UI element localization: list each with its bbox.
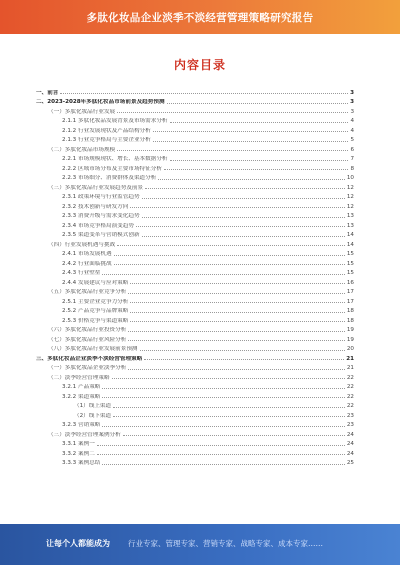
toc-entry-page: 5 [350, 137, 354, 143]
toc-entry-page: 12 [346, 203, 354, 210]
toc-entry[interactable] [36, 200, 354, 210]
footer-roles: 行业专家、管理专家、营销专家、战略专家、成本专家…… [128, 539, 323, 548]
toc-entry[interactable] [36, 96, 354, 106]
toc-entry-page: 14 [346, 241, 354, 248]
toc-entry-page: 22 [346, 403, 354, 409]
toc-leader-dots [117, 245, 345, 246]
toc-entry-title: （七）多肽化妆品行业风险分析 [48, 336, 127, 343]
toc-entry[interactable] [36, 229, 354, 239]
toc-entry[interactable] [36, 381, 354, 391]
toc-entry[interactable] [36, 333, 354, 343]
toc-entry-page: 13 [346, 213, 354, 219]
toc-leader-dots [164, 169, 349, 170]
toc-entry-title: （三）多肽化妆品行业发展趋势及前景 [48, 184, 144, 191]
toc-entry-title: 二、2023-2028年多肽化妆品市场前景及趋势预测 [36, 99, 165, 105]
toc-entry-page: 21 [346, 355, 354, 362]
toc-entry[interactable] [36, 191, 354, 201]
toc-leader-dots [128, 369, 345, 370]
toc-entry-title: 2.3.4 市场竞争格局演变趋势 [62, 222, 134, 229]
toc-leader-dots [102, 426, 344, 427]
toc-entry-page: 8 [350, 165, 354, 172]
toc-leader-dots [113, 407, 345, 408]
toc-entry-title: 3.2.1 产品策略 [62, 384, 101, 390]
toc-leader-dots [130, 302, 345, 303]
toc-entry-title: 2.2.1 市场规模现状、增长、基本数据分析 [62, 156, 168, 162]
toc-leader-dots [102, 397, 344, 398]
toc-entry[interactable] [36, 134, 354, 144]
toc-entry[interactable] [36, 314, 354, 324]
toc-entry[interactable] [36, 371, 354, 381]
toc-entry[interactable] [36, 115, 354, 125]
toc-leader-dots [113, 416, 345, 417]
toc-entry-page: 15 [346, 260, 354, 267]
toc-entry-page: 23 [346, 412, 354, 419]
toc-entry-title: 一、前言 [36, 89, 59, 96]
toc-entry-title: 2.3.2 技术创新与研发方向 [62, 203, 129, 210]
toc-entry-title: （一）多肽化妆品企业淡季分析 [48, 365, 127, 371]
toc-leader-dots [128, 331, 345, 332]
toc-entry-title: 2.3.1 政策环境与行业监管趋势 [62, 194, 140, 200]
toc-leader-dots [142, 198, 345, 199]
toc-entry[interactable] [36, 352, 354, 362]
toc-entry-title: 2.3.3 消费升级与需求变化趋势 [62, 213, 140, 219]
toc-leader-dots [145, 188, 345, 189]
toc-entry-title: 3.2.3 营销策略 [62, 422, 101, 428]
toc-leader-dots [128, 293, 345, 294]
toc-entry[interactable] [36, 105, 354, 115]
toc-leader-dots [130, 283, 345, 284]
toc-entry[interactable] [36, 447, 354, 457]
toc-entry-page: 12 [346, 184, 354, 191]
toc-entry[interactable] [36, 362, 354, 372]
toc-leader-dots [102, 388, 344, 389]
toc-entry[interactable] [36, 305, 354, 315]
toc-entry[interactable] [36, 343, 354, 353]
toc-entry-page: 14 [346, 232, 354, 238]
toc-entry-page: 17 [346, 298, 354, 305]
toc-leader-dots [142, 217, 345, 218]
toc-entry[interactable] [36, 181, 354, 191]
toc-leader-dots [102, 274, 344, 275]
toc-leader-dots [158, 179, 345, 180]
toc-entry[interactable] [36, 400, 354, 410]
toc-entry-page: 25 [346, 460, 354, 466]
toc-leader-dots [112, 378, 345, 379]
toc-entry-title: 2.4.2 行业面临挑战 [62, 260, 112, 267]
toc-entry[interactable] [36, 324, 354, 334]
toc-entry-page: 18 [346, 317, 354, 324]
toc-entry-title: 2.2.3 市场细分、消费群体及渠道分析 [62, 175, 157, 181]
toc-entry-title: 2.5.3 价格竞争与渠道策略 [62, 317, 129, 324]
report-title: 多肽化妆品企业淡季不淡经营管理策略研究报告 [86, 12, 314, 24]
toc-entry-page: 17 [346, 289, 354, 295]
toc-leader-dots [136, 226, 345, 227]
toc-entry-page: 19 [346, 327, 354, 333]
toc-entry[interactable] [36, 438, 354, 448]
toc-entry-page: 3 [350, 108, 354, 115]
toc-entry-page: 24 [346, 441, 354, 447]
toc-leader-dots [167, 103, 349, 104]
toc-entry-page: 13 [346, 222, 354, 229]
toc-entry-title: 2.5.2 产品竞争与品牌策略 [62, 308, 129, 314]
toc-entry-page: 7 [350, 156, 354, 162]
toc-leader-dots [97, 454, 345, 455]
toc-entry-title: 2.2.2 区域市场分布及主要市场特征分析 [62, 165, 162, 172]
toc-entry-page: 10 [346, 175, 354, 181]
toc-entry-title: （2）线下渠道 [74, 412, 112, 419]
toc-entry[interactable] [36, 153, 354, 163]
toc-entry-page: 16 [346, 279, 354, 286]
toc-entry-page: 12 [346, 194, 354, 200]
toc-entry-page: 23 [346, 422, 354, 428]
toc-entry-page: 6 [350, 146, 354, 153]
toc-entry[interactable] [36, 257, 354, 267]
toc-leader-dots [153, 131, 349, 132]
header-banner [0, 0, 400, 34]
toc-entry-title: 2.3.5 渠道变革与营销模式创新 [62, 232, 140, 238]
toc-entry-page: 22 [346, 393, 354, 400]
toc-leader-dots [114, 264, 345, 265]
toc-entry-title: 2.1.2 行业发展现状及产品结构分析 [62, 127, 151, 134]
toc-entry-page: 24 [346, 431, 354, 438]
footer-slogan: 让每个人都能成为 [46, 539, 110, 548]
toc-leader-dots [97, 445, 345, 446]
toc-entry-title: 2.4.1 市场发展机遇 [62, 251, 112, 257]
toc-leader-dots [102, 464, 344, 465]
toc-entry-title: （二）多肽化妆品市场规模 [48, 146, 116, 153]
toc-entry[interactable] [36, 162, 354, 172]
toc-entry-title: 3.3.3 案例总结 [62, 460, 101, 466]
toc-entry-title: 三、多肽化妆品企业淡季不淡经营管理策略 [36, 355, 143, 362]
footer-banner [0, 524, 400, 565]
toc-entry-title: 2.5.1 主要企业竞争力分析 [62, 298, 129, 305]
toc-entry-title: （六）多肽化妆品行业投资分析 [48, 327, 127, 333]
toc-entry[interactable] [36, 143, 354, 153]
toc-entry[interactable] [36, 390, 354, 400]
toc-leader-dots [153, 141, 349, 142]
toc-leader-dots [128, 340, 345, 341]
toc-entry[interactable] [36, 295, 354, 305]
toc-leader-dots [130, 312, 345, 313]
toc-entry-page: 24 [346, 450, 354, 457]
toc-entry-page: 3 [350, 89, 354, 96]
toc-entry[interactable] [36, 409, 354, 419]
toc-entry-title: （二）淡季经营管理策略 [48, 374, 110, 381]
toc-entry-title: （三）淡季经营管理案例分析 [48, 431, 121, 438]
toc-entry-title: （八）多肽化妆品行业发展前景预测 [48, 346, 138, 352]
toc-leader-dots [117, 112, 348, 113]
toc-entry[interactable] [36, 276, 354, 286]
toc-entry-title: 2.4.4 发展建议与应对策略 [62, 279, 129, 286]
toc-entry-page: 15 [346, 251, 354, 257]
toc-entry-page: 4 [350, 127, 354, 134]
toc-entry-page: 22 [346, 374, 354, 381]
toc-entry[interactable] [36, 86, 354, 96]
toc-entry[interactable] [36, 286, 354, 296]
toc-leader-dots [140, 350, 345, 351]
toc-leader-dots [117, 150, 348, 151]
toc-leader-dots [130, 207, 345, 208]
toc-entry-title: 3.3.2 案例二 [62, 450, 95, 457]
toc-entry-page: 20 [346, 346, 354, 352]
toc-entry-title: 2.1.3 行业竞争格局与主要企业分析 [62, 137, 151, 143]
toc-leader-dots [144, 359, 344, 360]
toc-leader-dots [142, 236, 345, 237]
toc-heading: 内容目录 [173, 58, 226, 72]
toc-entry[interactable] [36, 267, 354, 277]
toc-entry[interactable] [36, 219, 354, 229]
toc-entry-title: （五）多肽化妆品行业竞争分析 [48, 289, 127, 295]
toc-leader-dots [60, 93, 348, 94]
toc-leader-dots [170, 160, 349, 161]
toc-entry-title: （四）行业发展机遇与挑战 [48, 241, 116, 248]
toc-entry[interactable] [36, 210, 354, 220]
toc-entry-title: （1）线上渠道 [74, 403, 112, 409]
toc-entry-page: 19 [346, 336, 354, 343]
toc-entry-page: 18 [346, 308, 354, 314]
toc-entry[interactable] [36, 124, 354, 134]
toc-entry[interactable] [36, 172, 354, 182]
toc-entry-page: 21 [346, 365, 354, 371]
toc-entry-page: 22 [346, 384, 354, 390]
toc-entry[interactable] [36, 248, 354, 258]
toc-entry-page: 3 [350, 99, 354, 105]
toc-entry-page: 15 [346, 270, 354, 276]
toc-entry[interactable] [36, 428, 354, 438]
table-of-contents [36, 86, 354, 466]
toc-entry[interactable] [36, 238, 354, 248]
toc-leader-dots [114, 255, 345, 256]
toc-leader-dots [130, 321, 345, 322]
toc-entry-title: 3.3.1 案例一 [62, 441, 95, 447]
toc-entry-title: 2.1.1 多肽化妆品发展背景及市场需求分析 [62, 118, 168, 124]
toc-entry-title: 3.2.2 渠道策略 [62, 393, 101, 400]
toc-entry-page: 4 [350, 118, 354, 124]
toc-entry-title: （一）多肽化妆品行业发展 [48, 108, 116, 115]
toc-leader-dots [170, 122, 349, 123]
toc-entry-title: 2.4.3 行业壁垒 [62, 270, 101, 276]
toc-entry[interactable] [36, 457, 354, 467]
toc-leader-dots [123, 435, 345, 436]
toc-entry[interactable] [36, 419, 354, 429]
